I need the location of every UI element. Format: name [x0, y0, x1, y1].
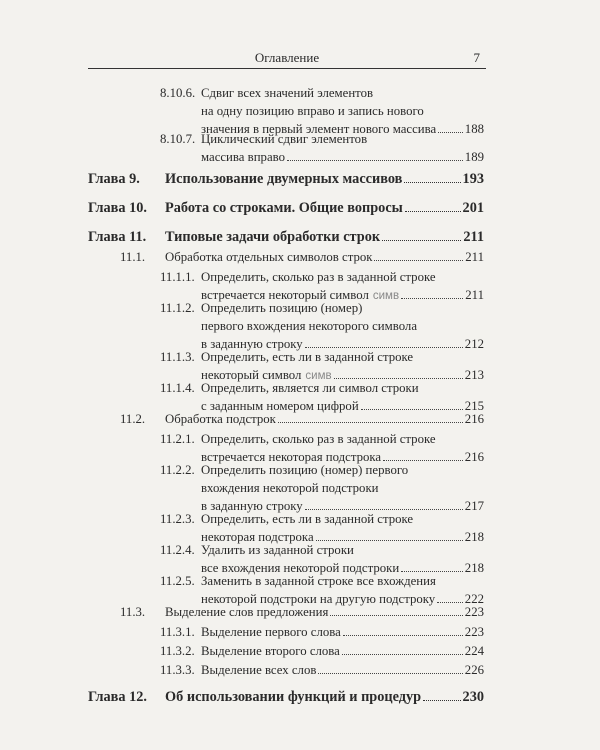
toc-entry-number: 11.2.3. [160, 512, 195, 526]
toc-entry-number: 8.10.7. [160, 132, 196, 146]
toc-entry-number: Глава 9. [88, 171, 140, 187]
toc-entry-number: 11.3.1. [160, 625, 195, 639]
toc-entry-page: 215 [464, 399, 484, 413]
toc-entry-text-line: Определить позицию (номер) [201, 301, 363, 315]
toc-entry-number: 11.1.4. [160, 381, 195, 395]
dot-leader [318, 673, 462, 674]
toc-entry-page: 216 [464, 412, 484, 426]
toc-entry-number: Глава 12. [88, 689, 147, 705]
toc-entry-title: некоторой подстроки на другую подстроку [201, 592, 436, 606]
toc-entry-page: 230 [462, 689, 484, 705]
toc-entry-text-line: Определить, есть ли в заданной строке [201, 512, 414, 526]
toc-entry-number: 8.10.6. [160, 86, 196, 100]
toc-entry-title: все вхождения некоторой подстроки [201, 561, 400, 575]
toc-entry-page: 193 [462, 171, 484, 187]
dot-leader [374, 260, 463, 261]
toc-entry-title: встречается некоторый символ [201, 288, 369, 302]
toc-entry-text-line: вхождения некоторой подстроки [201, 481, 379, 495]
toc-entry-page: 222 [464, 592, 484, 606]
toc-entry-number: 11.3.2. [160, 644, 195, 658]
dot-leader [382, 240, 461, 241]
dot-leader [423, 700, 460, 701]
toc-entry-text-line: Определить, есть ли в заданной строке [201, 350, 414, 364]
toc-entry-title: Обработка подстрок [165, 412, 276, 426]
toc-entry-title: Выделение второго слова [201, 644, 340, 658]
toc-entry-page: 201 [462, 200, 484, 216]
running-header [88, 48, 486, 69]
toc-entry-title: Использование двумерных массивов [165, 171, 403, 187]
toc-entry-number: 11.2.4. [160, 543, 195, 557]
toc-entry-text-line: Определить, сколько раз в заданной строке [201, 432, 436, 446]
toc-entry-page: 218 [464, 561, 484, 575]
toc-entry-code: симв [305, 370, 332, 382]
toc-entry-title: массива вправо [201, 150, 285, 164]
toc-entry-text-line: Определить, сколько раз в заданной строке [201, 270, 436, 284]
toc-entry-text-line: Удалить из заданной строки [201, 543, 354, 557]
toc-entry-number: 11.2. [120, 412, 146, 426]
toc-entry-text-line: Заменить в заданной строке все вхождения [201, 574, 436, 588]
toc-entry-title: некоторый символ [201, 368, 302, 382]
toc-entry-code: симв [372, 290, 400, 302]
dot-leader [405, 211, 461, 212]
toc-entry-page: 188 [464, 122, 484, 136]
toc-entry-text-line: первого вхождения некоторого символа [201, 319, 418, 333]
dot-leader [330, 615, 462, 616]
toc-entry-number: 11.2.5. [160, 574, 195, 588]
running-header-title: Оглавление [254, 50, 320, 65]
toc-entry-text-line: Определить позицию (номер) первого [201, 463, 409, 477]
toc-entry-title: в заданную строку [201, 337, 303, 351]
toc-entry-text-line: на одну позицию вправо и запись нового [201, 104, 424, 118]
toc-entry-number: 11.3. [120, 605, 146, 619]
toc-entry-number: Глава 10. [88, 200, 147, 216]
toc-entry-text-line: Циклический сдвиг элементов [201, 132, 368, 146]
toc-entry-text-line: Определить, является ли символ строки [201, 381, 419, 395]
toc-entry-title: Выделение первого слова [201, 625, 341, 639]
toc-entry-title: Типовые задачи обработки строк [165, 229, 381, 245]
toc-entry-title: Выделение слов предложения [165, 605, 329, 619]
toc-entry-page: 217 [464, 499, 484, 513]
toc-entry-title: Работа со строками. Общие вопросы [165, 200, 403, 216]
toc-entry-page: 211 [465, 288, 484, 302]
toc-entry-title: Об использовании функций и процедур [165, 689, 422, 705]
toc-entry-title: встречается некоторая подстрока [201, 450, 382, 464]
toc-entry-page: 213 [464, 368, 484, 382]
toc-entry-title: с заданным номером цифрой [201, 399, 359, 413]
toc-entry-title: некоторая подстрока [201, 530, 314, 544]
toc-entry-number: 11.2.1. [160, 432, 195, 446]
toc-entry-number: Глава 11. [88, 229, 147, 245]
toc-entry-number: 11.1.2. [160, 301, 195, 315]
toc-entry-page: 216 [464, 450, 484, 464]
toc-entry-page: 226 [464, 663, 484, 677]
toc-entry-page: 218 [464, 530, 484, 544]
dot-leader [278, 422, 463, 423]
toc-entry-number: 11.3.3. [160, 663, 195, 677]
toc-entry-title: Выделение всех слов [201, 663, 317, 677]
toc-entry-text-line: Сдвиг всех значений элементов [201, 86, 374, 100]
toc-entry-page: 211 [465, 250, 484, 264]
toc-entry-title: значения в первый элемент нового массива [201, 122, 437, 136]
toc-entry-title: Обработка отдельных символов строк [165, 250, 373, 264]
toc-entry-title: в заданную строку [201, 499, 303, 513]
dot-leader [404, 182, 460, 183]
toc-entry-page: 223 [464, 625, 484, 639]
dot-leader [343, 635, 463, 636]
dot-leader [287, 160, 463, 161]
toc-entry-page: 211 [463, 229, 484, 245]
toc-entry-number: 11.1. [120, 250, 146, 264]
toc-entry-number: 11.2.2. [160, 463, 195, 477]
page-number: 7 [473, 50, 480, 65]
toc-entry-page: 212 [464, 337, 484, 351]
toc-entry-number: 11.1.3. [160, 350, 195, 364]
toc-entry-page: 189 [464, 150, 484, 164]
toc-entry-page: 223 [464, 605, 484, 619]
toc-entry-page: 224 [464, 644, 484, 658]
toc-entry-number: 11.1.1. [160, 270, 195, 284]
dot-leader [342, 654, 463, 655]
